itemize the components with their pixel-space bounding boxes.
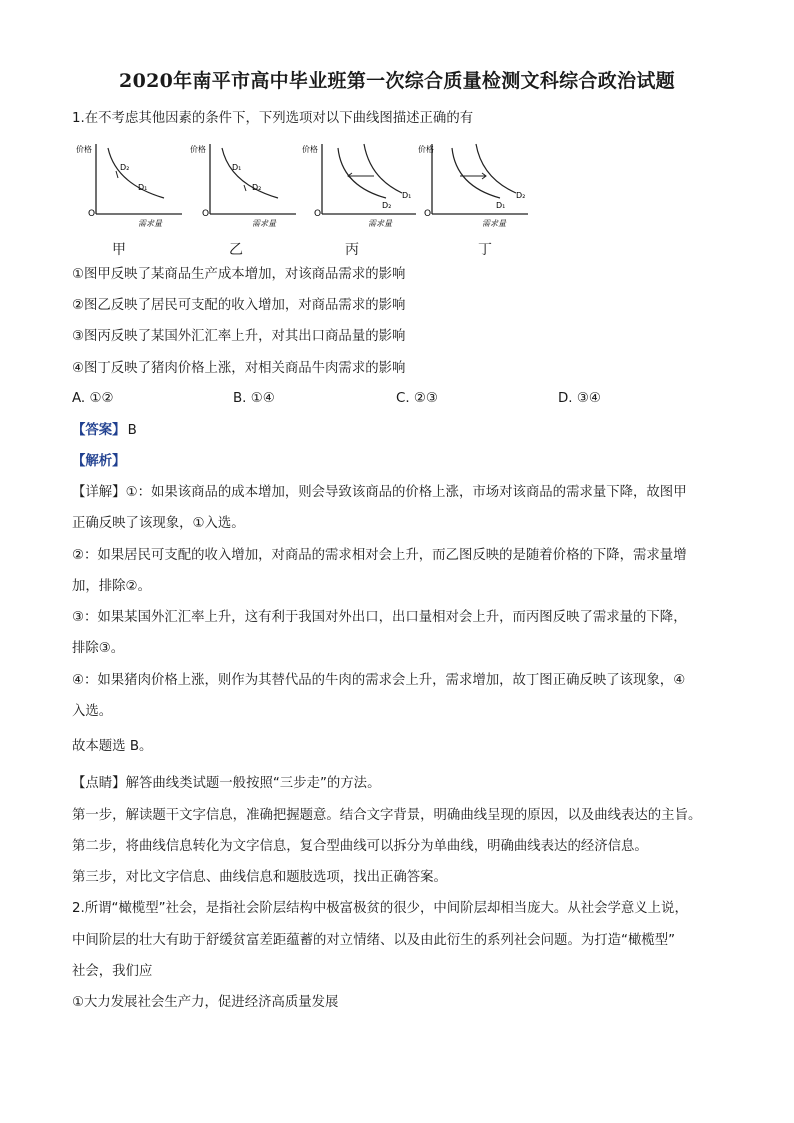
graph-bing-curve-d1 bbox=[364, 144, 402, 193]
graph-jia-x-label: 需求量 bbox=[138, 219, 162, 228]
point-tag: 【点睛】 bbox=[72, 776, 126, 791]
question-2-line-3: 社会，我们应 bbox=[72, 964, 153, 979]
detail-line-2: 正确反映了该现象，①入选。 bbox=[72, 516, 245, 531]
graph-yi-curve bbox=[222, 148, 278, 198]
point-line-2: 第一步，解读题干文字信息，准确把握题意。结合文字背景，明确曲线呈现的原因，以及曲线表达的主旨。 bbox=[72, 808, 702, 823]
option-b: B. ①④ bbox=[233, 391, 275, 406]
graph-label-bing: 丙 bbox=[345, 242, 359, 258]
graph-jia-d-bottom: D₁ bbox=[138, 183, 148, 192]
point-line-4: 第三步，对比文字信息、曲线信息和题肢选项，找出正确答案。 bbox=[72, 870, 447, 885]
detail-tag: 【详解】 bbox=[72, 485, 126, 500]
detail-line-3: ②：如果居民可支配的收入增加，对商品的需求相对会上升，而乙图反映的是随着价格的下降，需求量增 bbox=[72, 548, 687, 563]
graph-ding-origin: O bbox=[424, 209, 432, 219]
graph-yi-x-label: 需求量 bbox=[252, 219, 276, 228]
graph-yi-y-label: 价格 bbox=[190, 145, 206, 154]
detail-line-5: ③：如果某国外汇汇率上升，这有利于我国对外出口，出口量相对会上升，而丙图反映了需求量的下降， bbox=[72, 610, 687, 625]
graph-yi-d-top: D₁ bbox=[232, 163, 242, 172]
statement-4: ④图丁反映了猪肉价格上涨，对相关商品牛肉需求的影响 bbox=[72, 361, 406, 376]
page-title: 2020年南平市高中毕业班第一次综合质量检测文科综合政治试题 bbox=[119, 70, 675, 92]
graph-bing-d-top: D₁ bbox=[402, 191, 412, 200]
graph-yi-origin: O bbox=[202, 209, 210, 219]
graph-label-yi: 乙 bbox=[229, 242, 243, 258]
detail-text-1: ①：如果该商品的成本增加，则会导致该商品的价格上涨，市场对该商品的需求量下降，故图甲 bbox=[125, 485, 687, 500]
option-d: D. ③④ bbox=[558, 391, 601, 406]
graph-ding-x-label: 需求量 bbox=[482, 219, 506, 228]
graph-jia-y-label: 价格 bbox=[76, 145, 92, 154]
graph-jia-arrow bbox=[116, 171, 118, 178]
graph-ding-y-label: 价格 bbox=[418, 145, 434, 154]
graph-yi-arrow bbox=[244, 185, 246, 191]
answer-line bbox=[72, 421, 137, 441]
point-line-1 bbox=[72, 774, 380, 794]
question-1-stem: 1.在不考虑其他因素的条件下，下列选项对以下曲线图描述正确的有 bbox=[72, 111, 474, 126]
answer-tag: 【答案】 bbox=[72, 423, 126, 438]
graph-bing-x-label: 需求量 bbox=[368, 219, 392, 228]
graph-bing-y-label: 价格 bbox=[302, 145, 318, 154]
graph-bing-origin: O bbox=[314, 209, 322, 219]
detail-line-1 bbox=[72, 483, 687, 503]
graph-jia bbox=[76, 144, 182, 228]
graph-bing bbox=[302, 144, 416, 228]
question-2-line-4: ①大力发展社会生产力，促进经济高质量发展 bbox=[72, 995, 339, 1010]
graph-yi-d-bottom: D₂ bbox=[252, 183, 262, 192]
graph-yi bbox=[190, 144, 296, 228]
analysis-line bbox=[72, 452, 126, 472]
statement-3: ③图丙反映了某国外汇汇率上升，对其出口商品量的影响 bbox=[72, 329, 406, 344]
graph-bing-curve-d2 bbox=[338, 148, 386, 198]
graph-label-ding: 丁 bbox=[478, 242, 492, 258]
point-line-3: 第二步，将曲线信息转化为文字信息，复合型曲线可以拆分为单曲线，明确曲线表达的经济信息。 bbox=[72, 839, 648, 854]
statement-1: ①图甲反映了某商品生产成本增加，对该商品需求的影响 bbox=[72, 267, 406, 282]
option-c: C. ②③ bbox=[396, 391, 438, 406]
question-2-line-2: 中间阶层的壮大有助于舒缓贫富差距蕴蓄的对立情绪、以及由此衍生的系列社会问题。为打造“橄榄型” bbox=[72, 933, 676, 948]
graph-ding-d-top: D₂ bbox=[516, 191, 526, 200]
graph-ding-d-bottom: D₁ bbox=[496, 201, 506, 210]
option-a: A. ①② bbox=[72, 391, 114, 406]
detail-line-7: ④：如果猪肉价格上涨，则作为其替代品的牛肉的需求会上升，需求增加，故丁图正确反映了该现象，④ bbox=[72, 673, 686, 688]
question-2-line-1: 2.所谓“橄榄型”社会，是指社会阶层结构中极富极贫的很少，中间阶层却相当庞大。从社会学意义上说， bbox=[72, 901, 688, 916]
graph-ding bbox=[418, 144, 528, 228]
graph-label-jia: 甲 bbox=[112, 242, 126, 258]
detail-line-4: 加，排除②。 bbox=[72, 579, 151, 594]
graph-ding-curve-d2 bbox=[476, 144, 516, 193]
detail-line-8: 入选。 bbox=[72, 704, 113, 719]
answer-value: B bbox=[127, 423, 137, 438]
point-text-1: 解答曲线类试题一般按照“三步走”的方法。 bbox=[125, 776, 381, 791]
graph-jia-d-top: D₂ bbox=[120, 163, 130, 172]
detail-line-6: 排除③。 bbox=[72, 641, 125, 656]
analysis-tag: 【解析】 bbox=[72, 454, 126, 469]
graph-bing-d-bottom: D₂ bbox=[382, 201, 392, 210]
graph-jia-origin: O bbox=[88, 209, 96, 219]
detail-line-9: 故本题选 B。 bbox=[72, 739, 153, 754]
graph-ding-curve-d1 bbox=[452, 148, 500, 198]
statement-2: ②图乙反映了居民可支配的收入增加，对商品需求的影响 bbox=[72, 298, 406, 313]
